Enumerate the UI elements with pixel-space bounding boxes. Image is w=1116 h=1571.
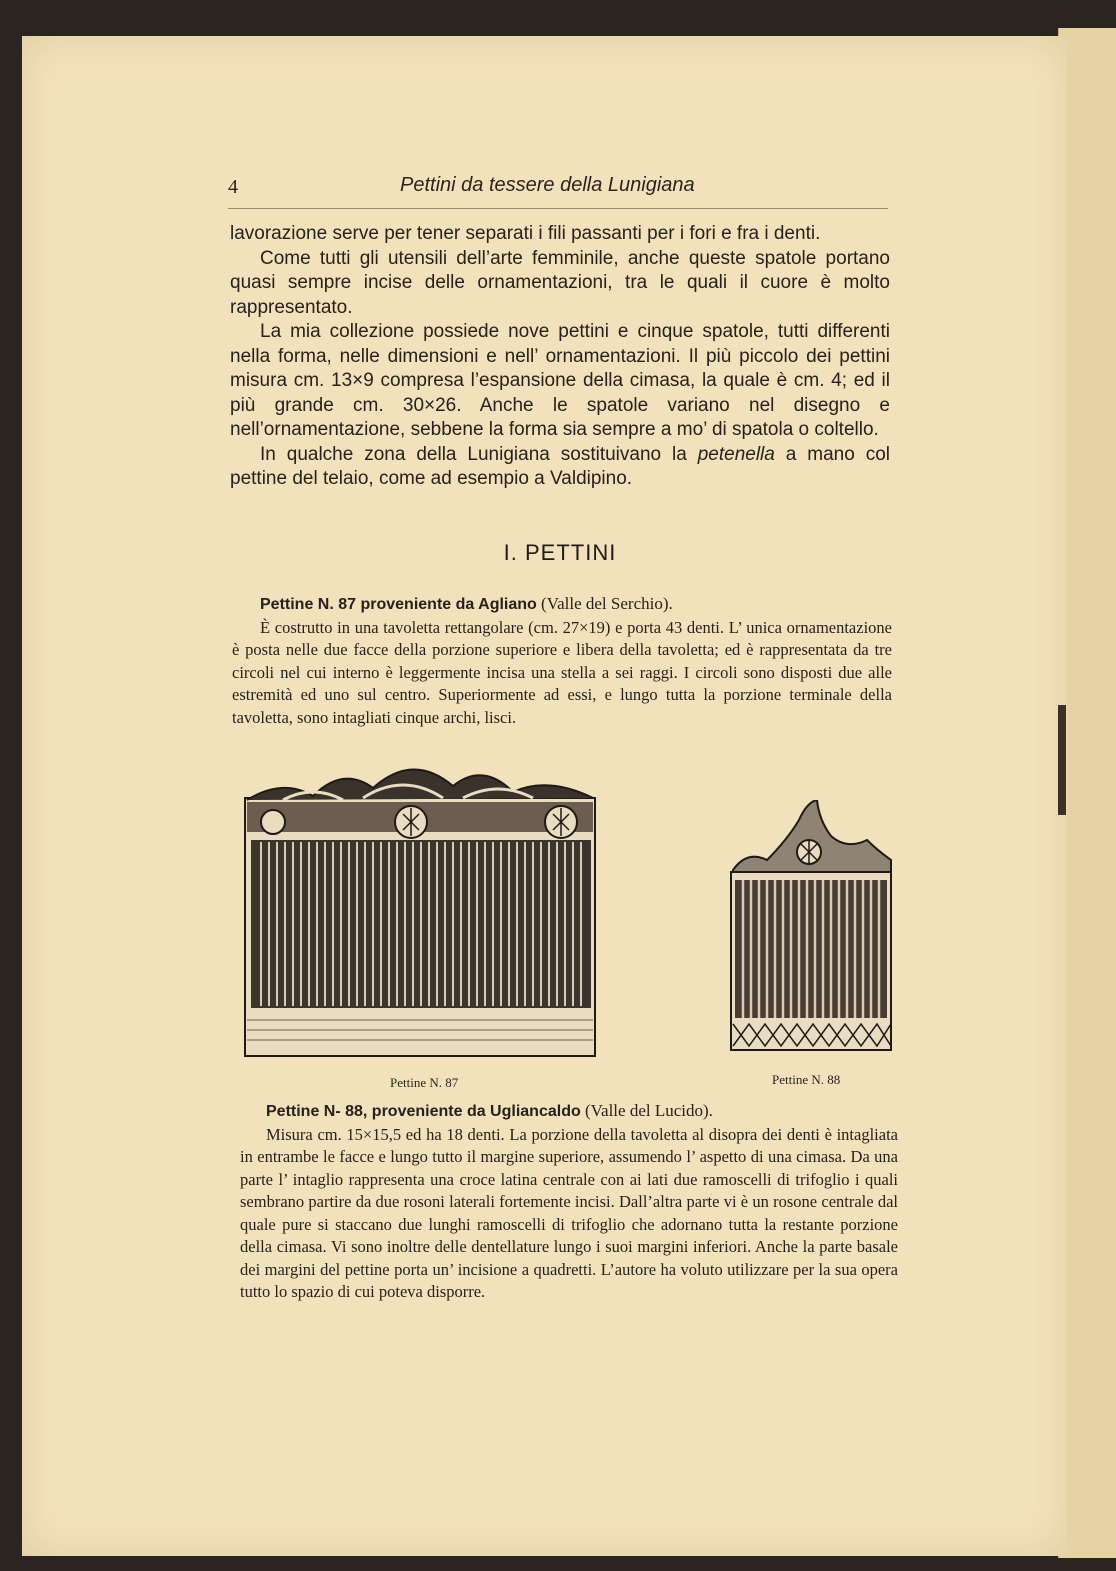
page-header bbox=[228, 176, 888, 209]
page-number: 4 bbox=[228, 176, 238, 198]
entry-88-heading bbox=[240, 1100, 898, 1124]
intro-paragraph-4 bbox=[230, 443, 890, 492]
p4-before: In qualche zona della Lunigiana sostituivano la bbox=[260, 443, 698, 465]
comb-87-illustration bbox=[243, 758, 599, 1060]
intro-text bbox=[230, 222, 890, 492]
entry-88 bbox=[240, 1100, 898, 1304]
entry-87 bbox=[232, 593, 892, 729]
p4-italic: petenella bbox=[697, 443, 775, 465]
p4-after: a mano col pettine del telaio, come ad esempio a Valdipino. bbox=[230, 443, 890, 489]
entry-88-text: Misura cm. 15×15,5 ed ha 18 denti. La porzione della tavoletta al disopra dei denti è intagliata in entrambe le facce e lungo tutto il margine superiore, assumendo l’ aspetto di una cimasa. Da una parte l’ intaglio rappresenta una croce latina centrale con ai lati due ramoscelli di trifoglio i quali sembrano partire da due rosoni laterali fortemente incisi. Dall’altra parte vi è un rosone centrale dal quale pure si staccano due lunghi ramoscelli di trifoglio che adornano tutta la restante porzione della cimasa. Vi sono inoltre delle dentellature lungo i suoi margini inferiori. Anche la parte basale dei margini del pettine porta un’ incisione a quadretti. L’autore ha voluto utilizzare per la sua opera tutto lo spazio di cui poteva disporre. bbox=[240, 1124, 898, 1301]
entry-87-heading bbox=[232, 593, 892, 617]
entry-87-title-rest: (Valle del Serchio). bbox=[536, 594, 673, 613]
intro-paragraph-1: lavorazione serve per tener separati i fili passanti per i fori e fra i denti. bbox=[230, 223, 821, 244]
caption-87: Pettine N. 87 bbox=[390, 1075, 459, 1090]
caption-88: Pettine N. 88 bbox=[772, 1072, 841, 1087]
binding-mark bbox=[1058, 705, 1066, 815]
intro-paragraph-3: La mia collezione possiede nove pettini e cinque spatole, tutti differenti nella forma, nelle dimensioni e nell’ ornamentazioni. Il più piccolo dei pettini misura cm. 13×9 compresa l’espansione della cimasa, la quale è cm. 4; ed il più grande cm. 30×26. Anche le spatole variano nel disegno e nell’ornamentazione, sebbene la forma sia sempre a mo’ di spatola o coltello. bbox=[230, 321, 890, 440]
comb-88-illustration bbox=[727, 800, 895, 1052]
entry-87-text: È costrutto in una tavoletta rettangolare (cm. 27×19) e porta 43 denti. L’ unica ornamentazione è posta nelle due facce della porzione superiore e libera della tavoletta; ed è rappresentata da tre circoli nel cui interno è leggermente incisa una stella a sei raggi. I circoli sono disposti due alle estremità ed uno sul centro. Superiormente ad essi, e lungo tutta la porzione terminale della tavoletta, sono intagliati cinque archi, lisci. bbox=[232, 617, 892, 727]
entry-87-title: Pettine N. 87 proveniente da Agliano bbox=[260, 596, 537, 613]
running-title: Pettini da tessere della Lunigiana bbox=[400, 174, 695, 196]
intro-paragraph-2: Come tutti gli utensili dell’arte femminile, anche queste spatole portano quasi sempre incise delle ornamentazioni, tra le quali il cuore è molto rappresentato. bbox=[230, 247, 890, 318]
section-title: I. PETTINI bbox=[503, 540, 617, 565]
entry-88-title-rest: (Valle del Lucido). bbox=[580, 1101, 713, 1120]
entry-88-title: Pettine N- 88, proveniente da Ugliancaldo bbox=[266, 1103, 581, 1120]
